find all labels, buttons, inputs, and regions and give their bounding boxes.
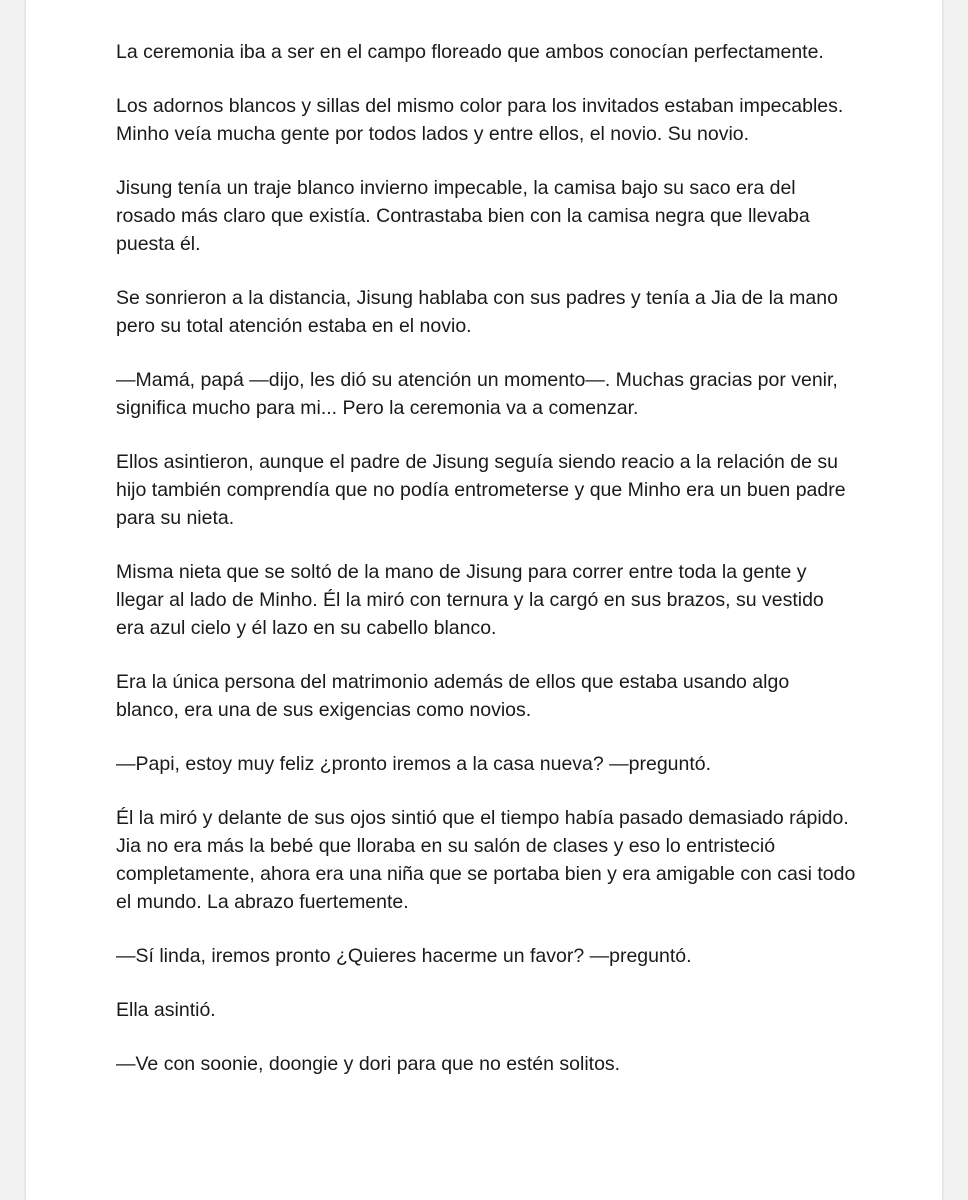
paragraph: Era la única persona del matrimonio además de ellos que estaba usando algo blanco, era una de sus exigencias como novios. bbox=[116, 671, 790, 721]
paragraph: —Sí linda, iremos pronto ¿Quieres hacerme un favor? —preguntó. bbox=[116, 945, 692, 967]
document-page bbox=[26, 0, 942, 1200]
paragraph: Jisung tenía un traje blanco invierno impecable, la camisa bajo su saco era del rosado más claro que existía. Contrastaba bien con la camisa negra que llevaba puesta él. bbox=[116, 177, 810, 255]
paragraph: Él la miró y delante de sus ojos sintió que el tiempo había pasado demasiado rápido. Jia no era más la bebé que lloraba en su salón de clases y eso lo entristeció completamente, ahora era una niña que se portaba bien y era amigable con casi todo el mundo. La abrazo fuertemente. bbox=[116, 807, 856, 913]
paragraph: —Ve con soonie, doongie y dori para que no estén solitos. bbox=[116, 1053, 621, 1075]
paragraph: Ellos asintieron, aunque el padre de Jisung seguía siendo reacio a la relación de su hijo también comprendía que no podía entrometerse y que Minho era un buen padre para su nieta. bbox=[116, 451, 846, 529]
document-body bbox=[116, 38, 856, 1104]
paragraph: —Papi, estoy muy feliz ¿pronto iremos a la casa nueva? —preguntó. bbox=[116, 753, 712, 775]
paragraph: Se sonrieron a la distancia, Jisung hablaba con sus padres y tenía a Jia de la mano pero su total atención estaba en el novio. bbox=[116, 287, 838, 337]
paragraph: Ella asintió. bbox=[116, 999, 216, 1021]
paragraph: Misma nieta que se soltó de la mano de Jisung para correr entre toda la gente y llegar al lado de Minho. Él la miró con ternura y la cargó en sus brazos, su vestido era azul cielo y él lazo en su cabello blanco. bbox=[116, 561, 824, 639]
paragraph: La ceremonia iba a ser en el campo floreado que ambos conocían perfectamente. bbox=[116, 41, 824, 63]
paragraph: —Mamá, papá —dijo, les dió su atención un momento—. Muchas gracias por venir, significa mucho para mi... Pero la ceremonia va a comenzar. bbox=[116, 369, 838, 419]
paragraph: Los adornos blancos y sillas del mismo color para los invitados estaban impecables. Minho veía mucha gente por todos lados y entre ellos, el novio. Su novio. bbox=[116, 95, 844, 145]
